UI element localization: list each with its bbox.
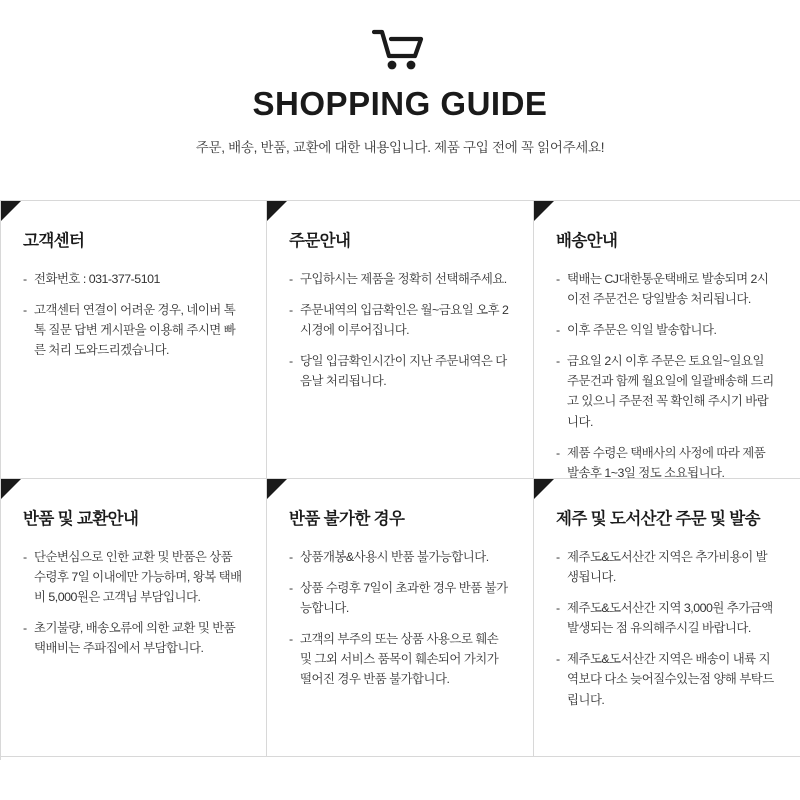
list-item: - 고객센터 연결이 어려운 경우, 네이버 톡톡 질문 답변 게시판을 이용해 주시면 빠른 처리 도와드리겠습니다. — [23, 300, 244, 360]
list-item: - 고객의 부주의 또는 상품 사용으로 훼손 및 그외 서비스 품목이 훼손되어 가치가 떨어진 경우 반품 불가합니다. — [289, 629, 511, 689]
guide-section-return-exchange — [1, 479, 267, 757]
corner-marker-icon — [1, 201, 21, 221]
section-list — [23, 269, 244, 360]
list-item: - 주문내역의 입금확인은 월~금요일 오후 2시경에 이루어집니다. — [289, 300, 511, 340]
section-title: 배송안내 — [556, 232, 618, 250]
list-item: - 제주도&도서산간 지역은 배송이 내륙 지역보다 다소 늦어질수있는점 양해 부탁드립니다. — [556, 649, 778, 709]
corner-marker-icon — [267, 479, 287, 499]
list-item: - 금요일 2시 이후 주문은 토요일~일요일 주문건과 함께 월요일에 일괄배송해 드리고 있으니 주문전 꼭 확인해 주시기 바랍니다. — [556, 351, 778, 431]
section-title: 고객센터 — [23, 232, 85, 250]
corner-marker-icon — [1, 479, 21, 499]
list-item: - 제주도&도서산간 지역은 추가비용이 발생됩니다. — [556, 547, 778, 587]
section-list — [556, 547, 778, 710]
page-header — [0, 0, 800, 156]
list-item: - 구입하시는 제품을 정확히 선택해주세요. — [289, 269, 511, 289]
page-subtitle: 주문, 배송, 반품, 교환에 대한 내용입니다. 제품 구입 전에 꼭 읽어주세요! — [195, 140, 605, 156]
list-item: - 상품 수령후 7일이 초과한 경우 반품 불가능합니다. — [289, 578, 511, 618]
corner-marker-icon — [534, 479, 554, 499]
guide-section-order-info — [267, 201, 534, 479]
section-title: 반품 불가한 경우 — [289, 510, 405, 528]
guide-section-customer-center — [1, 201, 267, 479]
list-item: - 택배는 CJ대한통운택배로 발송되며 2시이전 주문건은 당일발송 처리됩니다. — [556, 269, 778, 309]
guide-grid — [0, 200, 800, 760]
section-list — [556, 269, 778, 479]
list-item: - 당일 입금확인시간이 지난 주문내역은 다음날 처리됩니다. — [289, 351, 511, 391]
section-title: 반품 및 교환안내 — [23, 510, 139, 528]
guide-section-jeju-island-shipping — [534, 479, 800, 757]
section-title: 제주 및 도서산간 주문 및 발송 — [556, 510, 760, 528]
list-item: - 상품개봉&사용시 반품 불가능합니다. — [289, 547, 511, 567]
section-list — [23, 547, 244, 658]
page-title: SHOPPING GUIDE — [252, 85, 548, 122]
guide-section-return-not-allowed — [267, 479, 534, 757]
section-list — [289, 269, 511, 391]
section-list — [289, 547, 511, 690]
corner-marker-icon — [267, 201, 287, 221]
corner-marker-icon — [534, 201, 554, 221]
section-title: 주문안내 — [289, 232, 351, 250]
guide-section-shipping-info — [534, 201, 800, 479]
list-item: - 제품 수령은 택배사의 사정에 따라 제품 발송후 1~3일 정도 소요됩니다. — [556, 443, 778, 479]
list-item: - 초기불량, 배송오류에 의한 교환 및 반품 택배비는 주파집에서 부담합니다. — [23, 618, 244, 658]
list-item: - 이후 주문은 익일 발송합니다. — [556, 320, 778, 340]
list-item: - 단순변심으로 인한 교환 및 반품은 상품 수령후 7일 이내에만 가능하며, 왕복 택배비 5,000원은 고객님 부담입니다. — [23, 547, 244, 607]
list-item: - 제주도&도서산간 지역 3,000원 추가금액 발생되는 점 유의해주시길 바랍니다. — [556, 598, 778, 638]
list-item: - 전화번호 : 031-377-5101 — [23, 269, 244, 289]
shopping-cart-icon — [372, 28, 428, 72]
